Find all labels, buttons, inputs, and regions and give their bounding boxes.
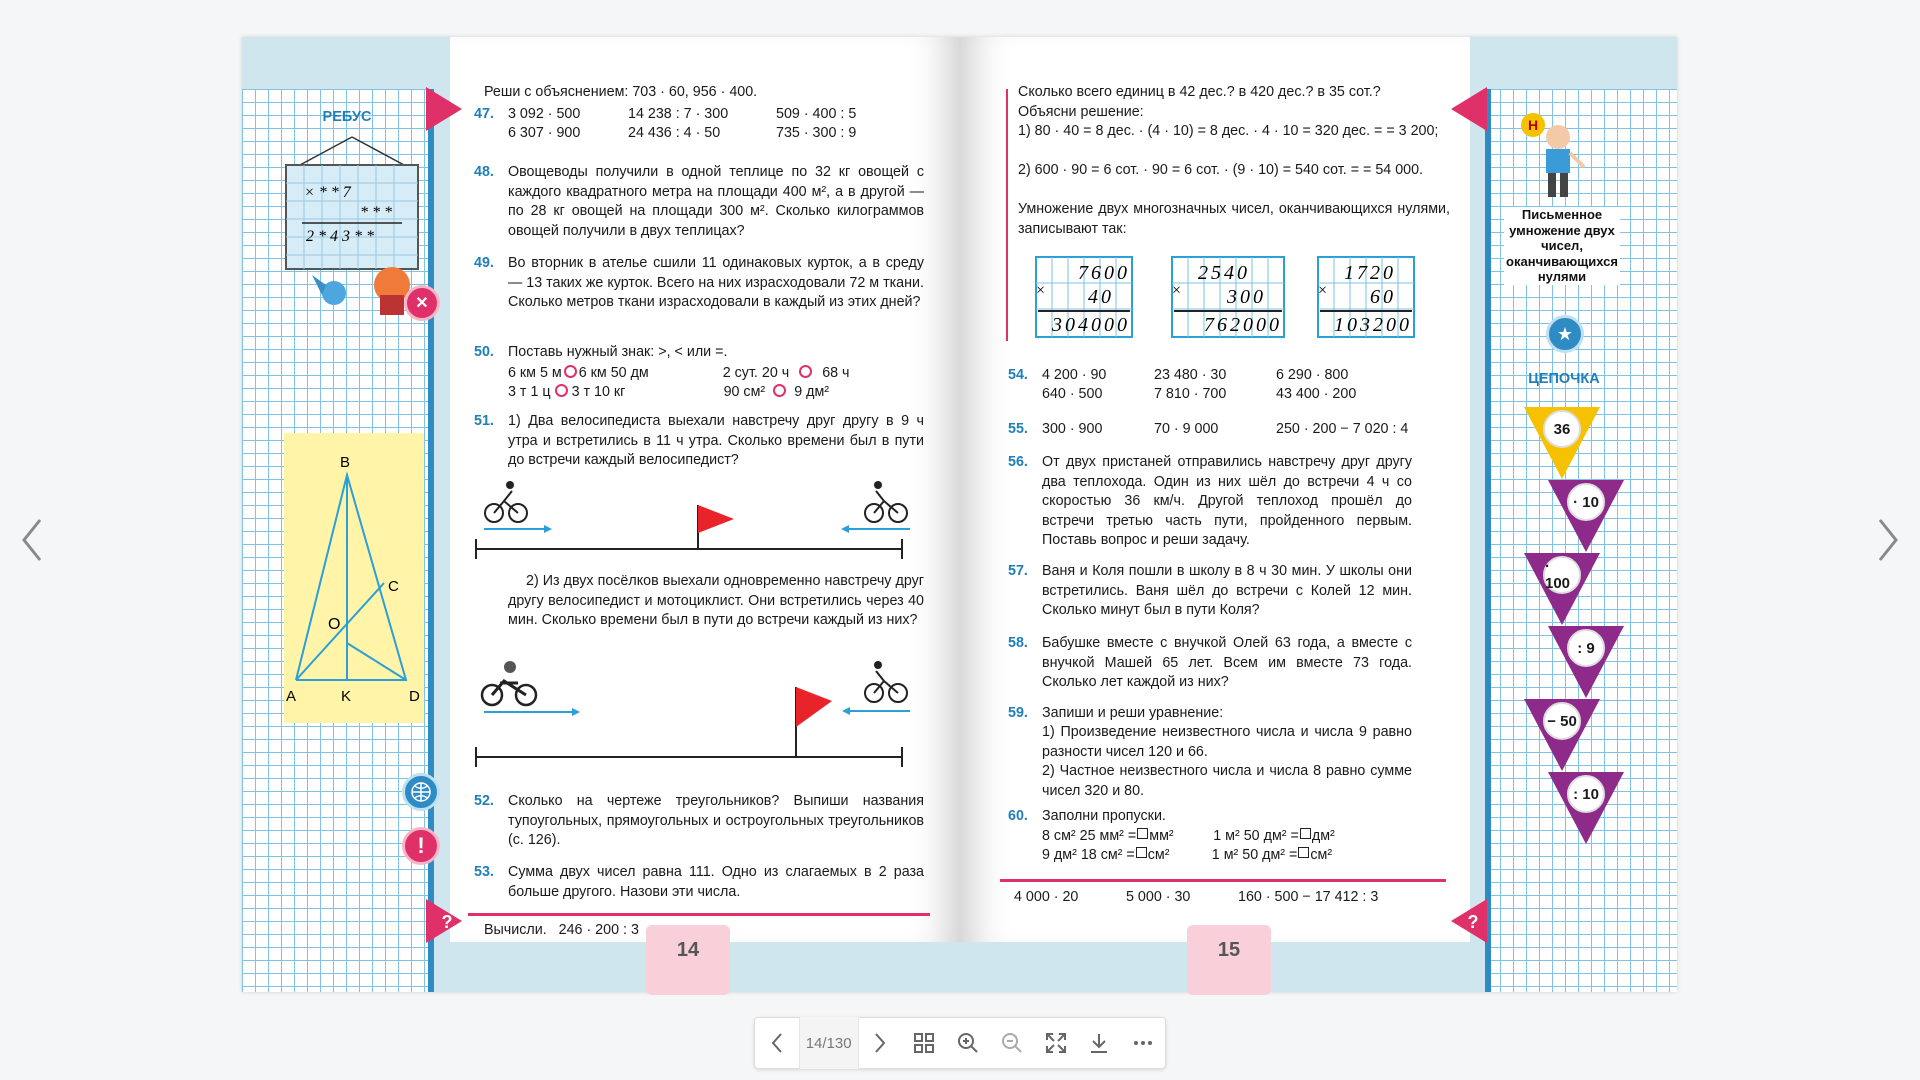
intro-15: Сколько всего единиц в 42 дес.? в 420 дес.? в 35 сот.?	[1018, 84, 1381, 100]
left-page-marker	[426, 87, 462, 131]
expr: 4 200 · 90	[1042, 367, 1107, 383]
task-number: 59.	[1008, 705, 1028, 721]
label-o: O	[328, 616, 341, 633]
compare-right: 68 ч	[822, 365, 850, 381]
expr: 300 · 900	[1042, 421, 1103, 437]
answer-box[interactable]	[1137, 828, 1148, 839]
rebus-illustration	[282, 135, 422, 315]
flag-icon	[698, 505, 734, 533]
right-margin-edge	[1485, 89, 1491, 992]
task-47-row-2	[508, 125, 928, 141]
question-icon: ?	[441, 911, 453, 932]
task-text: Во вторник в ателье сшили 11 одинаковых курток, а в среду — 13 таких же курток. Всего на них израсходовали 72 м ткани. Сколько метров ткани израсходовали в каждый из этих дней?	[508, 255, 924, 310]
rebus-title: РЕБУС	[322, 109, 372, 125]
expr: 8 см² 25 мм² =	[1042, 828, 1137, 844]
expr: 160 · 500 − 17 412 : 3	[1238, 889, 1379, 905]
task-text: Сколько на чертеже треугольников? Выпиши названия тупоугольных, прямоугольных и остроугольных треугольников (с. 126).	[508, 793, 924, 848]
task-55	[1008, 421, 1034, 437]
expr: 1 м² 50 дм² =	[1213, 828, 1299, 844]
task-59-part-1: 1) Произведение неизвестного числа и числа 9 равно разности чисел 120 и 66.	[1042, 724, 1412, 760]
chain-step: : 10	[1567, 775, 1605, 813]
expr: 640 · 500	[1042, 386, 1103, 402]
task-50	[474, 343, 924, 363]
expr: 735 · 300 : 9	[776, 125, 857, 141]
task-49	[474, 254, 924, 313]
product: 304000	[1052, 314, 1130, 336]
bicycle-icon	[865, 661, 907, 702]
column-multiplication	[1034, 255, 1424, 341]
more-icon	[1132, 1032, 1154, 1054]
task-60-row-2	[1042, 847, 1332, 863]
unit: дм²	[1311, 828, 1335, 844]
expr: 3 092 · 500	[508, 106, 581, 122]
task-text: Бабушке вместе с внучкой Олей 63 года, а вместе с внучкой Машей 65 лет. Всем им вместе 73 года. Сколько лет каждой из них?	[1042, 635, 1412, 690]
previous-page-arrow[interactable]	[12, 510, 52, 570]
right-page-marker	[1451, 87, 1487, 131]
compare-right: 3 т 10 кг	[571, 384, 626, 400]
chevron-right-icon	[873, 1032, 887, 1054]
side-rule	[1006, 89, 1008, 341]
zoom-out-button[interactable]	[990, 1017, 1034, 1069]
expr: 5 000 · 30	[1126, 889, 1191, 905]
more-options-button[interactable]	[1121, 1017, 1165, 1069]
footer-divider	[468, 913, 930, 916]
chain-step: · 100	[1543, 556, 1581, 594]
page-14	[441, 37, 960, 942]
task-number: 57.	[1008, 563, 1028, 579]
unit: мм²	[1149, 828, 1174, 844]
download-icon	[1088, 1032, 1110, 1054]
chain-step: · 10	[1567, 483, 1605, 521]
fullscreen-icon	[1045, 1032, 1067, 1054]
svg-text:×: ×	[1036, 282, 1046, 299]
rebus-line-3: 2 * 4 3 * *	[306, 228, 374, 245]
fullscreen-button[interactable]	[1034, 1017, 1078, 1069]
zoom-in-icon	[957, 1032, 979, 1054]
factor-a: 1720	[1344, 262, 1396, 284]
motorcycle-icon	[482, 661, 536, 705]
factor-b: 40	[1088, 286, 1114, 308]
task-51-part-2: 2) Из двух посёлков выехали одновременно навстречу друг другу велосипедист и мотоциклист. Они встретились через 40 мин. Сколько времени был в пути до встречи каждый из них?	[508, 573, 924, 628]
task-number: 52.	[474, 793, 494, 809]
svg-text:×: ×	[1172, 282, 1182, 299]
grid-icon	[913, 1032, 935, 1054]
boy-illustration	[1532, 117, 1592, 207]
zoom-in-button[interactable]	[946, 1017, 990, 1069]
question-icon: ?	[1467, 911, 1479, 932]
chain-step: : 9	[1567, 629, 1605, 667]
task-number: 56.	[1008, 454, 1028, 470]
compare-right: 9 дм²	[794, 384, 830, 400]
answer-box[interactable]	[1300, 828, 1311, 839]
svg-text:×: ×	[1318, 282, 1328, 299]
task-text: 1) Два велосипедиста выехали навстречу друг другу в 9 ч утра и встретились в 11 ч утра. Сколько времени был в пути до встречи каждый велосипедист?	[508, 413, 924, 468]
task-58	[1008, 634, 1412, 693]
unit: см²	[1147, 847, 1170, 863]
page-number-15: 15	[1187, 925, 1271, 995]
triangle-diagram	[284, 433, 424, 723]
rebus-line-1: × * * 7	[304, 184, 351, 201]
task-60-row-1	[1042, 828, 1335, 844]
task-number: 53.	[474, 864, 494, 880]
attention-button[interactable]	[402, 827, 440, 865]
rule-text: Умножение двух многозначных чисел, оканчивающихся нулями, записывают так:	[1018, 201, 1450, 237]
cyclist-motorcyclist-diagram	[474, 657, 924, 777]
task-number: 58.	[1008, 635, 1028, 651]
download-button[interactable]	[1077, 1017, 1121, 1069]
task-59	[1008, 704, 1412, 724]
chevron-left-icon	[20, 518, 44, 562]
answer-box[interactable]	[1298, 847, 1309, 858]
answer-circle[interactable]	[564, 365, 577, 378]
compare-left: 6 км 5 м	[508, 365, 562, 381]
factor-b: 300	[1227, 286, 1266, 308]
task-text: Овощеводы получили в одной теплице по 32 кг овощей с каждого квадратного метра на площади 400 м², а в другой — по 28 кг овощей на площади 300 м². Сколько килограммов овощей получили в двух теплицах?	[508, 164, 924, 239]
compare-left: 2 сут. 20 ч	[722, 365, 790, 381]
globe-icon	[410, 781, 432, 803]
task-number: 48.	[474, 164, 494, 180]
expr: 250 · 200 − 7 020 : 4	[1276, 421, 1409, 437]
solution-1: 1) 80 · 40 = 8 дес. · (4 · 10) = 8 дес. · 4 · 10 = 320 дес. = = 3 200;	[1018, 123, 1439, 139]
label-c: C	[388, 578, 399, 595]
task-text: Поставь нужный знак: >, < или =.	[508, 344, 728, 360]
task-number: 51.	[474, 413, 494, 429]
task-55-row	[1042, 421, 1408, 437]
expr: 1 м² 50 дм² =	[1211, 847, 1298, 863]
chevron-left-icon	[770, 1032, 784, 1054]
task-57	[1008, 562, 1412, 621]
task-text: От двух пристаней отправились навстречу друг другу два теплохода. Один из них шёл до встречи 4 ч со скоростью 36 км/ч. Другой теплоход прошёл до встречи третью часть пути, пройденного первым. Поставь вопрос и реши задачу.	[1042, 454, 1412, 548]
next-page-arrow[interactable]	[1868, 510, 1908, 570]
chevron-right-icon	[1876, 518, 1900, 562]
task-text: Сумма двух чисел равна 111. Одно из слагаемых в 2 раза больше другого. Назови эти числа.	[508, 864, 924, 900]
compare-left: 3 т 1 ц	[508, 384, 551, 400]
task-number: 50.	[474, 344, 494, 360]
book-spread	[242, 37, 1677, 992]
task-50-row-1	[508, 365, 850, 381]
badge-h: Н	[1521, 113, 1545, 137]
task-48	[474, 163, 924, 241]
intro-15-b: Объясни решение:	[1018, 104, 1144, 120]
task-text: Заполни пропуски.	[1042, 808, 1166, 824]
expr: 509 · 400 : 5	[776, 106, 857, 122]
footer-divider	[1000, 879, 1446, 882]
task-53	[474, 863, 924, 902]
task-number: 55.	[1008, 421, 1028, 437]
zoom-out-icon	[1001, 1032, 1023, 1054]
task-text: Запиши и реши уравнение:	[1042, 705, 1224, 721]
label-d: D	[409, 688, 420, 705]
factor-a: 7600	[1078, 262, 1130, 284]
web-resource-button[interactable]	[402, 773, 440, 811]
answer-circle[interactable]	[773, 384, 786, 397]
unit: см²	[1310, 847, 1333, 863]
expr: 7 810 · 700	[1154, 386, 1227, 402]
answer-circle[interactable]	[799, 365, 812, 378]
thumbnails-button[interactable]	[902, 1017, 946, 1069]
footer-14: Вычисли. 246 · 200 : 3	[484, 922, 639, 938]
label-k: K	[341, 688, 352, 705]
expr: 9 дм² 18 см² =	[1042, 847, 1135, 863]
chain-title: ЦЕПОЧКА	[1528, 371, 1600, 387]
label-b: B	[340, 454, 351, 471]
bicycle-icon	[485, 481, 527, 522]
task-number: 49.	[474, 255, 494, 271]
compare-left: 90 см²	[723, 384, 766, 400]
expr: 4 000 · 20	[1014, 889, 1079, 905]
expr: 70 · 9 000	[1154, 421, 1219, 437]
product: 103200	[1334, 314, 1412, 336]
expr: 23 480 · 30	[1154, 367, 1227, 383]
stars-icon: ★	[1556, 323, 1574, 344]
chain-step: − 50	[1543, 702, 1581, 740]
task-54-row-1	[1042, 367, 1348, 383]
task-text: Ваня и Коля пошли в школу в 8 ч 30 мин. У школы они встретились. Ваня шёл до встречи с Колей 12 мин. Сколько минут был в пути Коля?	[1042, 563, 1412, 618]
smile-button[interactable]	[404, 285, 440, 321]
compare-right: 6 км 50 дм	[578, 365, 649, 381]
task-number: 60.	[1008, 808, 1028, 824]
task-59-part-2: 2) Частное неизвестного числа и числа 8 равно сумме чисел 320 и 80.	[1042, 763, 1412, 799]
previous-page-button[interactable]	[755, 1017, 799, 1069]
task-47-row-1	[508, 106, 928, 122]
label-a: A	[286, 688, 297, 705]
page-indicator[interactable]: 14/130	[799, 1017, 859, 1069]
chain-start: 36	[1543, 410, 1581, 448]
expr: 14 238 : 7 · 300	[628, 106, 729, 122]
answer-circle[interactable]	[555, 384, 568, 397]
expr: 6 290 · 800	[1276, 367, 1349, 383]
factor-b: 60	[1370, 286, 1396, 308]
topic-note: Письменное умножение двух чисел, оканчивающихся нулями	[1504, 207, 1620, 285]
product: 762000	[1204, 314, 1282, 336]
rebus-line-2: * * *	[360, 204, 392, 221]
footer-15	[1014, 889, 1378, 905]
task-51	[474, 412, 924, 471]
solution-2: 2) 600 · 90 = 6 сот. · 90 = 6 сот. · (9 · 10) = 540 сот. = = 54 000.	[1018, 162, 1424, 178]
task-52	[474, 792, 924, 851]
task-50-row-2	[508, 384, 829, 400]
task-number: 54.	[1008, 367, 1028, 383]
star-button[interactable]	[1546, 315, 1584, 353]
factor-a: 2540	[1198, 262, 1250, 284]
page-15	[960, 37, 1479, 942]
answer-box[interactable]	[1136, 847, 1147, 858]
intro-14: Реши с объяснением: 703 · 60, 956 · 400.	[484, 84, 758, 100]
viewer-toolbar	[754, 1017, 1166, 1069]
task-54	[1008, 367, 1034, 383]
page-number-14: 14	[646, 925, 730, 995]
bicycle-icon	[865, 481, 907, 522]
task-60	[1008, 807, 1412, 827]
task-47	[474, 106, 500, 122]
next-page-button[interactable]	[859, 1017, 903, 1069]
cyclists-diagram	[474, 477, 924, 577]
flag-icon	[796, 687, 832, 727]
task-56	[1008, 453, 1412, 551]
expr: 24 436 : 4 · 50	[628, 125, 721, 141]
task-54-row-2	[1042, 386, 1356, 402]
expr: 6 307 · 900	[508, 125, 581, 141]
expr: 43 400 · 200	[1276, 386, 1357, 402]
task-number: 47.	[474, 106, 494, 122]
exclamation-icon: !	[417, 833, 425, 858]
smile-icon: ✕	[415, 295, 429, 312]
